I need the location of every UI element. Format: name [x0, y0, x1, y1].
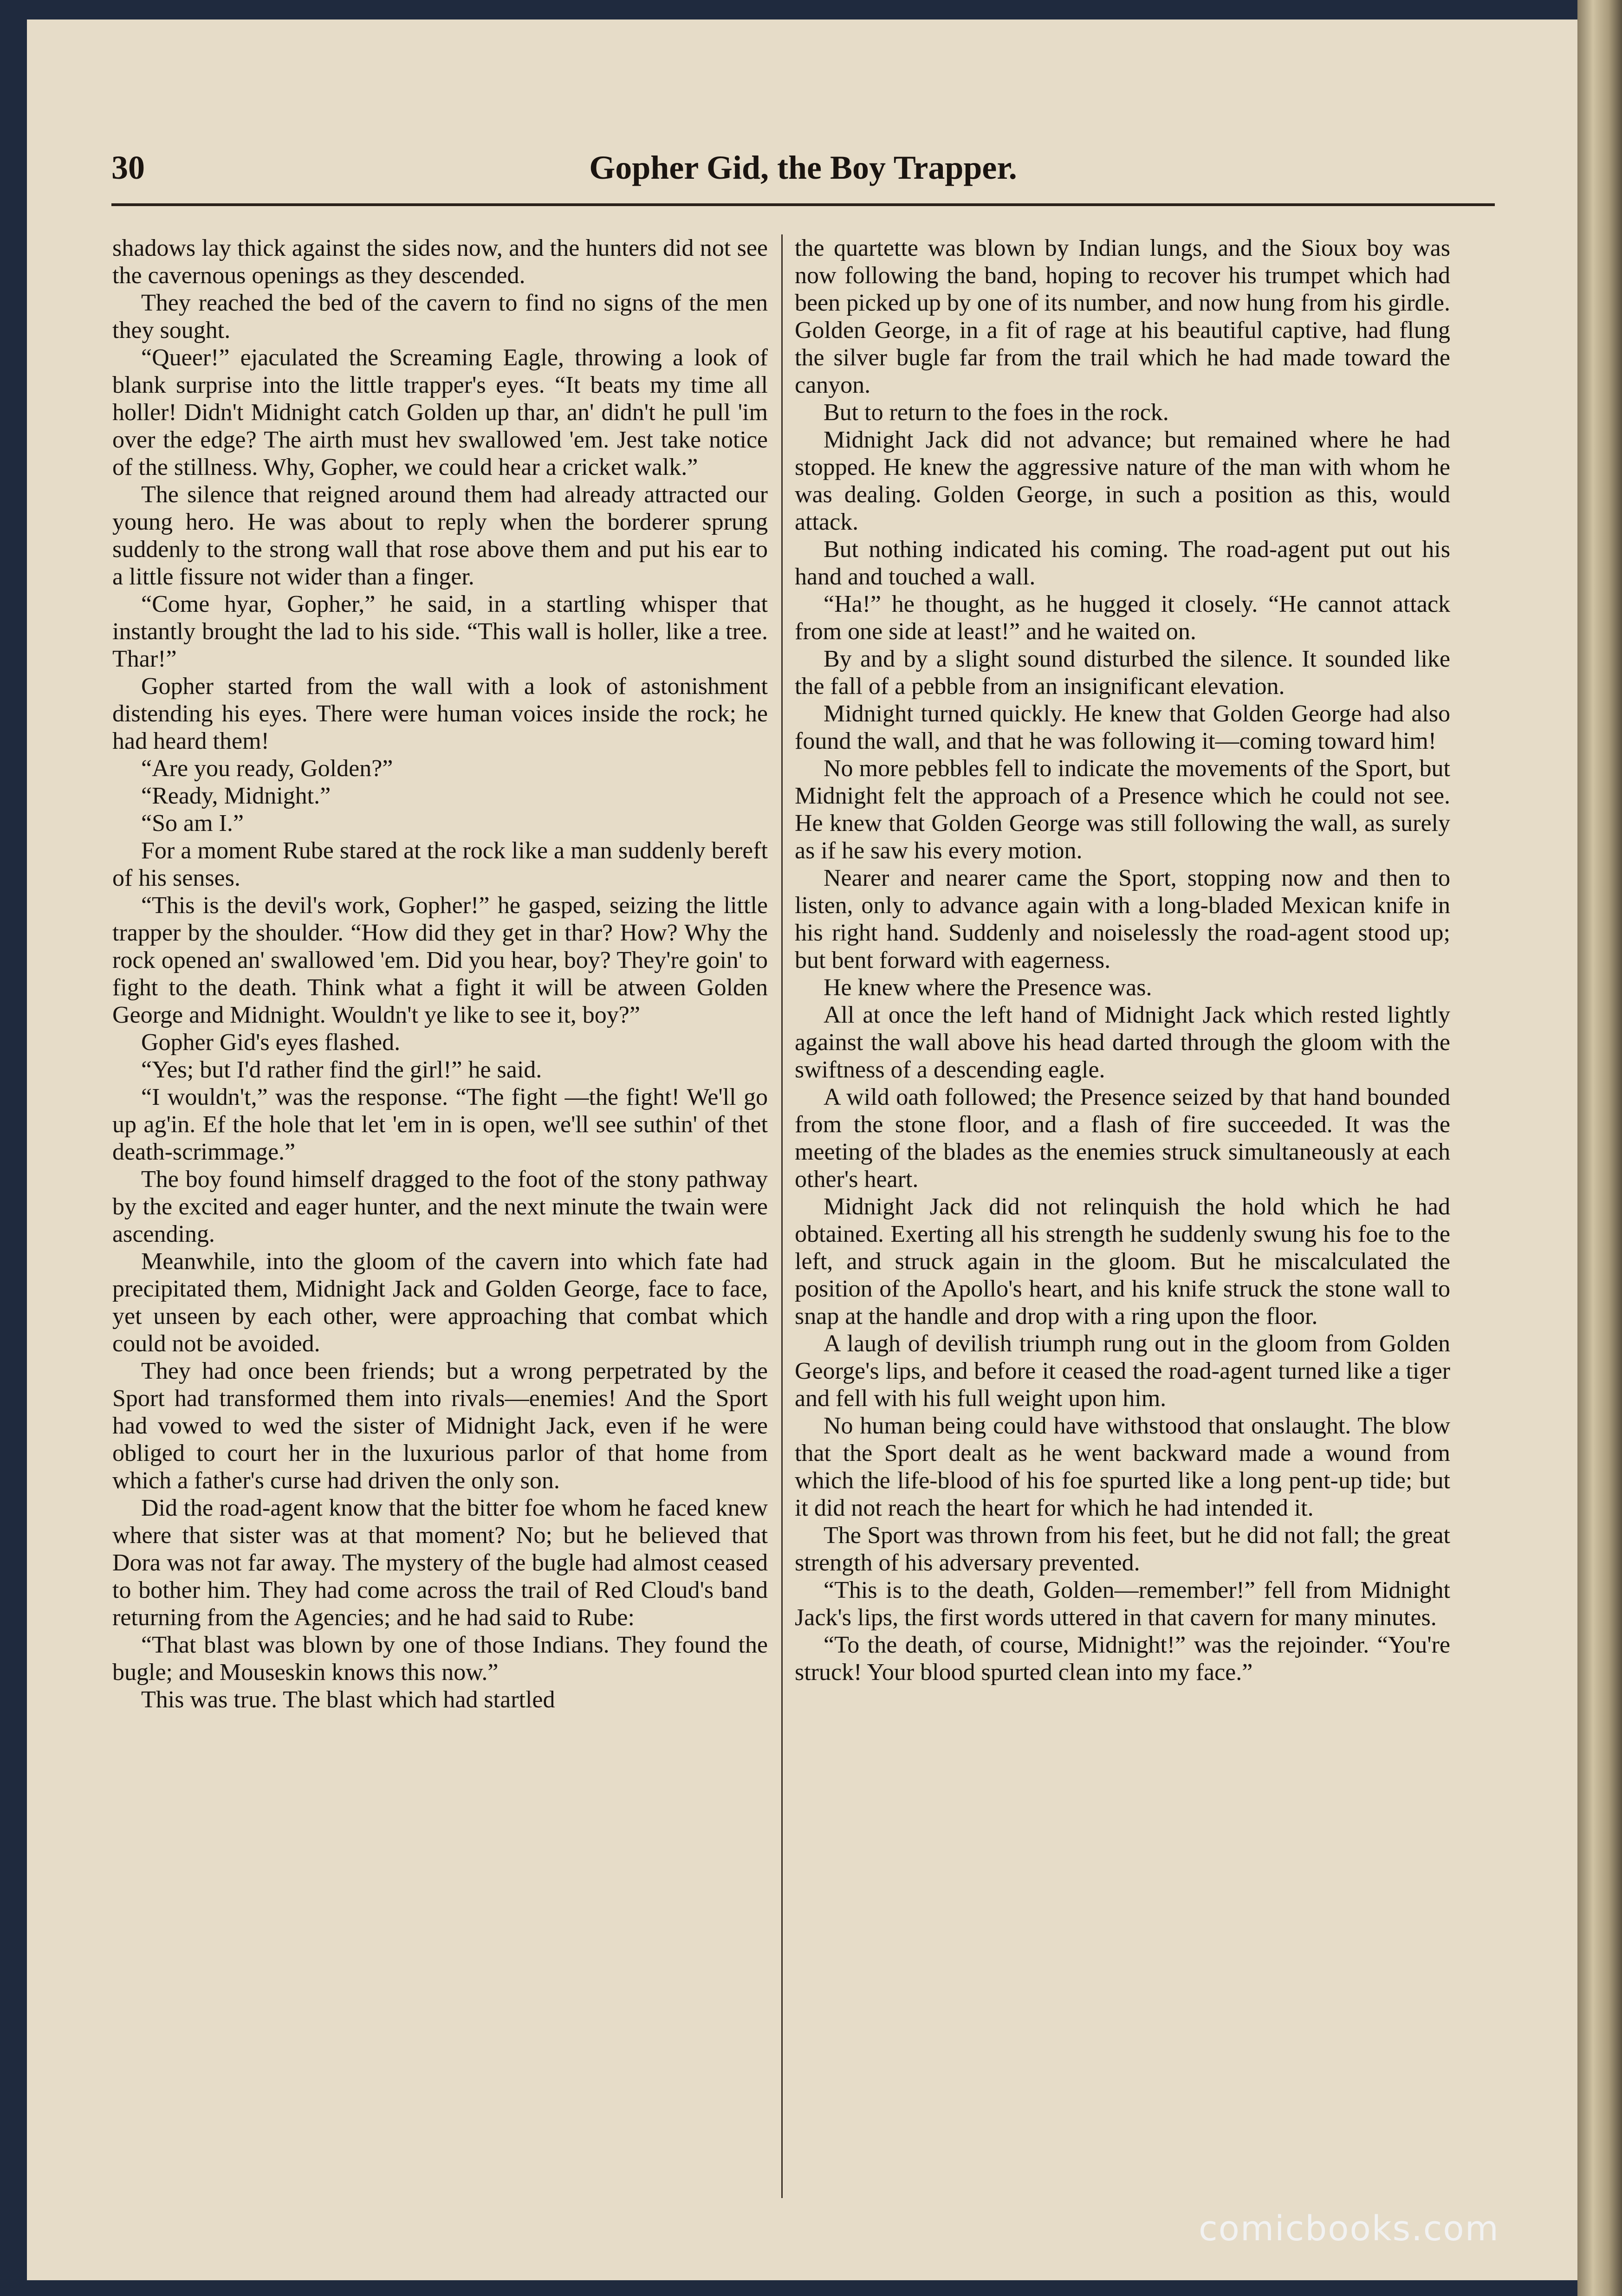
- paragraph: Gopher started from the wall with a look of astonishment distending his eyes. There were human voices inside the rock; he had heard them!: [112, 673, 768, 754]
- paragraph: “So am I.”: [141, 810, 244, 837]
- paragraph: Did the road-agent know that the bitter foe whom he faced knew where that sister was at that moment? No; but he believed that Dora was not far away. The mystery of the bugle had almost ceased to bother him. They had come across the trail of Red Cloud's band returning from the Agencies; and he had said to Rube:: [112, 1495, 768, 1631]
- paragraph: “This is the devil's work, Gopher!” he gasped, seizing the little trapper by the shoulder. “How did they get in thar? How? Why the rock opened an' swallowed 'em. Did you hear, boy? They're goin' to fight to the death. Think what a fight it will be atween Golden George and Midnight. Wouldn't ye like to see it, boy?”: [112, 892, 768, 1028]
- paragraph: They had once been friends; but a wrong perpetrated by the Sport had transformed them into rivals—enemies! And the Sport had vowed to wed the sister of Midnight Jack, even if he were obliged to court her in the luxurious parlor of that home from which a father's curse had driven the only son.: [112, 1358, 768, 1494]
- paragraph: By and by a slight sound disturbed the silence. It sounded like the fall of a pebble from an insignificant elevation.: [795, 646, 1450, 700]
- paragraph: The boy found himself dragged to the foot of the stony pathway by the excited and eager hunter, and the next minute the twain were ascending.: [112, 1166, 768, 1247]
- watermark-text: comicbooks.com: [1199, 2209, 1499, 2249]
- paragraph: “To the death, of course, Midnight!” was the rejoinder. “You're struck! Your blood spurted clean into my face.”: [795, 1632, 1450, 1686]
- paragraph: “Queer!” ejaculated the Screaming Eagle, throwing a look of blank surprise into the little trapper's eyes. “It beats my time all holler! Didn't Midnight catch Golden up thar, an' didn't he pull 'im over the edge? The airth must hev swallowed 'em. Jest take notice of the stillness. Why, Gopher, we could hear a cricket walk.”: [112, 344, 768, 480]
- paragraph: “Yes; but I'd rather find the girl!” he said.: [141, 1057, 542, 1083]
- paragraph: A laugh of devilish triumph rung out in the gloom from Golden George's lips, and before it ceased the road-agent turned like a tiger and fell with his full weight upon him.: [795, 1330, 1450, 1412]
- paragraph: This was true. The blast which had startled: [141, 1686, 555, 1713]
- right-text-column: [795, 234, 1450, 2198]
- paragraph: The silence that reigned around them had already attracted our young hero. He was about to reply when the borderer sprung suddenly to the strong wall that rose above them and put his ear to a little fissure not wider than a finger.: [112, 481, 768, 590]
- paragraph: “Ready, Midnight.”: [141, 783, 331, 809]
- paragraph: But nothing indicated his coming. The road-agent put out his hand and touched a wall.: [795, 536, 1450, 590]
- paragraph: Midnight Jack did not advance; but remained where he had stopped. He knew the aggressive nature of the man with whom he was dealing. Golden George, in such a position as this, would attack.: [795, 427, 1450, 535]
- paragraph: the quartette was blown by Indian lungs, and the Sioux boy was now following the band, hoping to recover his trumpet which had been picked up by one of its number, and now hung from his girdle. Golden George, in a fit of rage at his beautiful captive, had flung the silver bugle far from the trail which he had made toward the canyon.: [795, 235, 1450, 398]
- paragraph: No human being could have withstood that onslaught. The blow that the Sport dealt as he went backward made a wound from which the life-blood of his foe spurted like a long pent-up tide; but it did not reach the heart for which he had intended it.: [795, 1413, 1450, 1521]
- left-text-column: [112, 234, 768, 2198]
- page-header: [111, 149, 1495, 204]
- paragraph: Gopher Gid's eyes flashed.: [141, 1029, 401, 1056]
- paragraph: “This is to the death, Golden—remember!” fell from Midnight Jack's lips, the first words uttered in that cavern for many minutes.: [795, 1577, 1450, 1631]
- paragraph: Midnight Jack did not relinquish the hold which he had obtained. Exerting all his strength he suddenly swung his foe to the left, and struck again in the gloom. But he miscalculated the position of the Apollo's heart, and his knife struck the stone wall to snap at the handle and drop with a ring upon the floor.: [795, 1193, 1450, 1330]
- column-divider: [781, 234, 783, 2198]
- paragraph: All at once the left hand of Midnight Jack which rested lightly against the wall above his head darted through the gloom with the swiftness of a descending eagle.: [795, 1002, 1450, 1083]
- paragraph: For a moment Rube stared at the rock like a man suddenly bereft of his senses.: [112, 837, 768, 891]
- paragraph: They reached the bed of the cavern to find no signs of the men they sought.: [112, 290, 768, 344]
- paragraph: Nearer and nearer came the Sport, stopping now and then to listen, only to advance again with a long-bladed Mexican knife in his right hand. Suddenly and noiselessly the road-agent stood up; but bent forward with eagerness.: [795, 865, 1450, 973]
- running-title: Gopher Gid, the Boy Trapper.: [589, 149, 1017, 186]
- paragraph: But to return to the foes in the rock.: [824, 399, 1169, 426]
- paragraph: “That blast was blown by one of those Indians. They found the bugle; and Mouseskin knows this now.”: [112, 1632, 768, 1686]
- paragraph: He knew where the Presence was.: [824, 974, 1152, 1001]
- paragraph: shadows lay thick against the sides now, and the hunters did not see the cavernous openings as they descended.: [112, 235, 768, 289]
- paragraph: No more pebbles fell to indicate the movements of the Sport, but Midnight felt the approach of a Presence which he could not see. He knew that Golden George was still following the wall, as surely as if he saw his every motion.: [795, 755, 1450, 864]
- paragraph: “I wouldn't,” was the response. “The fight —the fight! We'll go up ag'in. Ef the hole that let 'em in is open, we'll see suthin' of thet death-scrimmage.”: [112, 1084, 768, 1165]
- book-spine: [1577, 0, 1622, 2296]
- paragraph: Midnight turned quickly. He knew that Golden George had also found the wall, and that he was following it—coming toward him!: [795, 700, 1450, 754]
- paragraph: Meanwhile, into the gloom of the cavern into which fate had precipitated them, Midnight Jack and Golden George, face to face, yet unseen by each other, were approaching that combat which could not be avoided.: [112, 1248, 768, 1357]
- paragraph: “Ha!” he thought, as he hugged it closely. “He cannot attack from one side at least!” and he waited on.: [795, 591, 1450, 645]
- paragraph: “Are you ready, Golden?”: [141, 755, 393, 782]
- paragraph: The Sport was thrown from his feet, but he did not fall; the great strength of his adversary prevented.: [795, 1522, 1450, 1576]
- page-number: 30: [111, 149, 145, 186]
- paragraph: A wild oath followed; the Presence seized by that hand bounded from the stone floor, and a flash of fire succeeded. It was the meeting of the blades as the enemies struck simultaneously at each other's heart.: [795, 1084, 1450, 1193]
- paragraph: “Come hyar, Gopher,” he said, in a startling whisper that instantly brought the lad to his side. “This wall is holler, like a tree. Thar!”: [112, 591, 768, 672]
- header-rule: [111, 203, 1495, 206]
